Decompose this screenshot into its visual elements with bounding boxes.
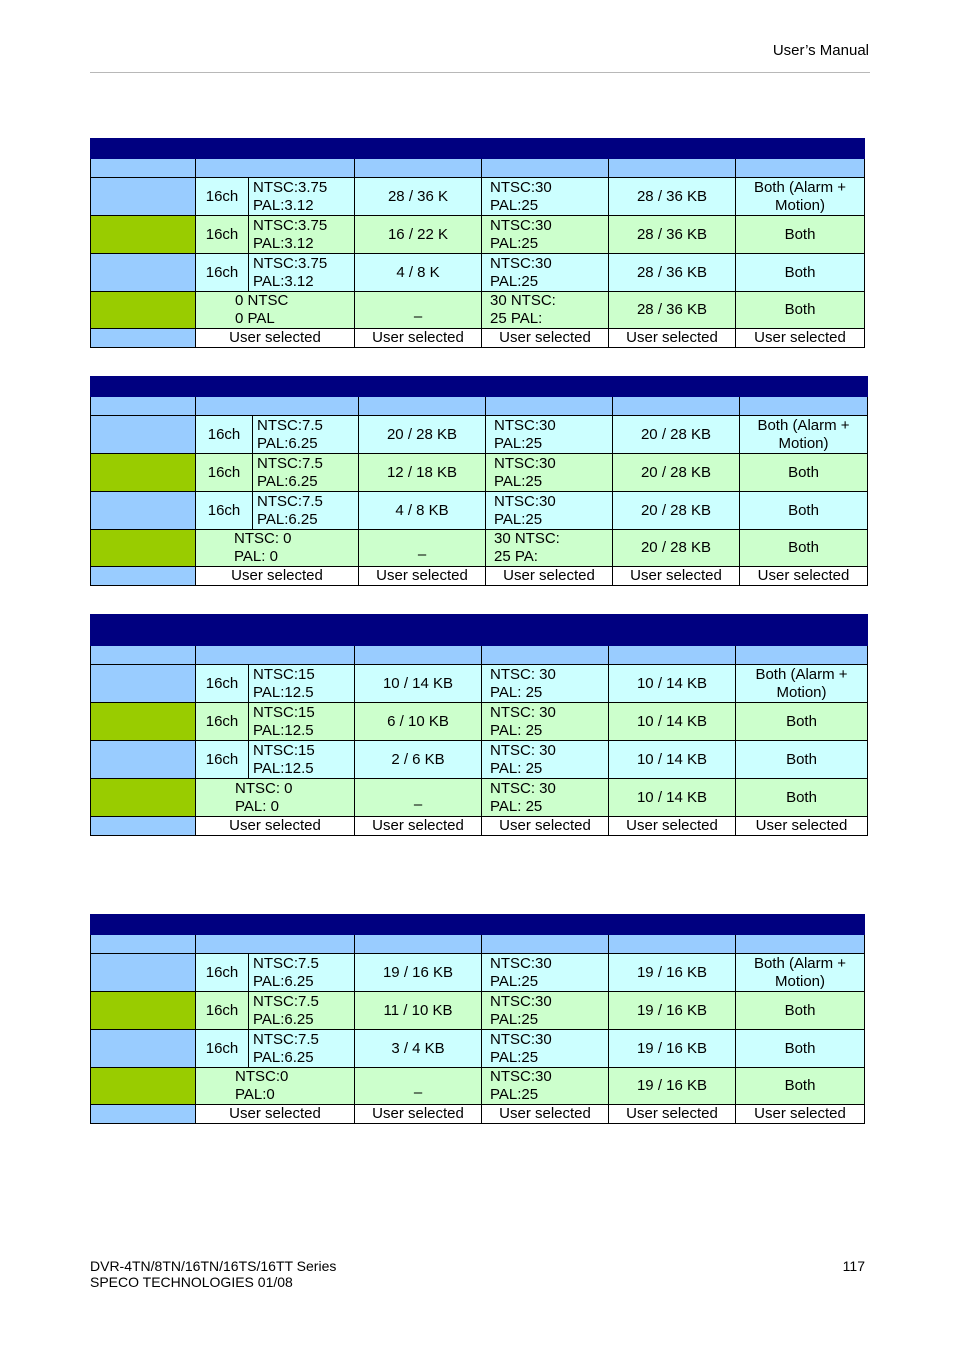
event-rate-cell: NTSC:30 PAL:25 [482,954,609,992]
record-rate-cell: NTSC:7.5 PAL:6.25 [249,1030,355,1068]
size-cell: 11 / 10 KB [355,992,482,1030]
event-size-cell: 10 / 14 KB [609,741,736,779]
event-size-cell: 20 / 28 KB [613,416,740,454]
user-cell: User selected [609,1105,736,1124]
row-label [91,779,196,817]
footer-product-line: DVR-4TN/8TN/16TN/16TS/16TT Series [90,1258,337,1274]
table-row [91,530,868,567]
mode-cell: Both (Alarm + Motion) [736,178,865,216]
table-row [91,1105,865,1124]
header-title: User’s Manual [772,42,869,59]
row-label [91,292,196,329]
table-row [91,254,865,292]
record-rate-cell: NTSC:15 PAL:12.5 [249,665,355,703]
event-rate-cell: NTSC: 30 PAL: 25 [482,665,609,703]
event-rate-cell: 30 NTSC: 25 PAL: [482,292,609,329]
user-cell: User selected [355,329,482,348]
mode-cell: Both [736,254,865,292]
table-row [91,1068,865,1105]
mode-cell: Both [736,741,868,779]
table-row [91,665,868,703]
user-cell: User selected [482,329,609,348]
user-cell: User selected [736,1105,865,1124]
footer-left [90,1258,336,1290]
mode-cell: Both [736,1068,865,1105]
user-cell: User selected [482,817,609,836]
user-cell: User selected [196,817,355,836]
recording-table-4 [90,914,865,1124]
event-rate-cell: NTSC: 30 PAL: 25 [482,741,609,779]
event-size-cell: 10 / 14 KB [609,665,736,703]
size-cell: 10 / 14 KB [355,665,482,703]
table-title-bar [91,615,868,646]
row-label [91,254,196,292]
channel-cell: 16ch [196,741,249,779]
record-rate-cell: NTSC:7.5 PAL:6.25 [253,416,359,454]
channel-cell: 16ch [196,492,253,530]
record-rate-cell: NTSC:7.5 PAL:6.25 [253,492,359,530]
record-rate-cell: NTSC: 0 PAL: 0 [196,530,359,567]
table-row [91,817,868,836]
footer-company-line: SPECO TECHNOLOGIES 01/08 [90,1274,293,1290]
record-rate-cell: NTSC:15 PAL:12.5 [249,703,355,741]
table-row [91,292,865,329]
record-rate-cell: NTSC: 0 PAL: 0 [196,779,355,817]
event-size-cell: 10 / 14 KB [609,703,736,741]
size-cell: 4 / 8 KB [359,492,486,530]
mode-cell: Both [740,492,868,530]
event-size-cell: 28 / 36 KB [609,254,736,292]
page-number: 117 [842,1258,865,1274]
row-label [91,1105,196,1124]
size-cell: – [355,1068,482,1105]
record-rate-cell: NTSC:7.5 PAL:6.25 [249,992,355,1030]
table-header-row [91,935,865,954]
mode-cell: Both [736,703,868,741]
row-label [91,454,196,492]
user-cell: User selected [355,817,482,836]
channel-cell: 16ch [196,178,249,216]
event-rate-cell: NTSC:30 PAL:25 [482,254,609,292]
record-rate-cell: NTSC:7.5 PAL:6.25 [249,954,355,992]
recording-table-1 [90,138,865,348]
record-rate-cell: NTSC:0 PAL:0 [196,1068,355,1105]
size-cell: 2 / 6 KB [355,741,482,779]
event-rate-cell: NTSC:30 PAL:25 [486,492,613,530]
mode-cell: Both [740,454,868,492]
table-row [91,454,868,492]
mode-cell: Both [736,992,865,1030]
mode-cell: Both [736,292,865,329]
size-cell: 16 / 22 K [355,216,482,254]
mode-cell: Both [740,530,868,567]
user-cell: User selected [355,1105,482,1124]
table-row [91,954,865,992]
table-row [91,1030,865,1068]
table-row [91,779,868,817]
event-rate-cell: NTSC:30 PAL:25 [482,178,609,216]
user-cell: User selected [740,567,868,586]
table-row [91,178,865,216]
event-size-cell: 28 / 36 KB [609,178,736,216]
event-size-cell: 20 / 28 KB [613,454,740,492]
row-label [91,567,196,586]
event-rate-cell: NTSC:30 PAL:25 [482,1030,609,1068]
mode-cell: Both (Alarm + Motion) [736,665,868,703]
channel-cell: 16ch [196,703,249,741]
event-rate-cell: NTSC:30 PAL:25 [482,216,609,254]
row-label [91,992,196,1030]
user-cell: User selected [482,1105,609,1124]
record-rate-cell: NTSC:3.75 PAL:3.12 [249,254,355,292]
row-label [91,1068,196,1105]
user-cell: User selected [196,567,359,586]
row-label [91,817,196,836]
row-label [91,741,196,779]
channel-cell: 16ch [196,992,249,1030]
channel-cell: 16ch [196,254,249,292]
row-label [91,954,196,992]
table-header-row [91,646,868,665]
recording-table-2 [90,376,868,586]
event-size-cell: 20 / 28 KB [613,492,740,530]
row-label [91,665,196,703]
event-size-cell: 19 / 16 KB [609,992,736,1030]
event-size-cell: 10 / 14 KB [609,779,736,817]
user-cell: User selected [736,329,865,348]
size-cell: 4 / 8 K [355,254,482,292]
channel-cell: 16ch [196,454,253,492]
event-size-cell: 20 / 28 KB [613,530,740,567]
event-rate-cell: 30 NTSC: 25 PA: [486,530,613,567]
table-row [91,703,868,741]
table-row [91,567,868,586]
user-cell: User selected [609,817,736,836]
user-cell: User selected [196,1105,355,1124]
mode-cell: Both [736,1030,865,1068]
size-cell: – [359,530,486,567]
mode-cell: Both [736,216,865,254]
user-cell: User selected [359,567,486,586]
row-label [91,530,196,567]
table-header-row [91,159,865,178]
mode-cell: Both (Alarm + Motion) [740,416,868,454]
event-rate-cell: NTSC:30 PAL:25 [482,1068,609,1105]
user-cell: User selected [613,567,740,586]
user-cell: User selected [609,329,736,348]
size-cell: 20 / 28 KB [359,416,486,454]
event-size-cell: 28 / 36 KB [609,216,736,254]
table-header-row [91,397,868,416]
event-size-cell: 19 / 16 KB [609,1030,736,1068]
channel-cell: 16ch [196,1030,249,1068]
row-label [91,703,196,741]
event-rate-cell: NTSC: 30 PAL: 25 [482,779,609,817]
record-rate-cell: NTSC:15 PAL:12.5 [249,741,355,779]
table-row [91,492,868,530]
record-rate-cell: NTSC:3.75 PAL:3.12 [249,178,355,216]
table-row [91,329,865,348]
event-rate-cell: NTSC: 30 PAL: 25 [482,703,609,741]
channel-cell: 16ch [196,954,249,992]
row-label [91,329,196,348]
row-label [91,1030,196,1068]
event-rate-cell: NTSC:30 PAL:25 [486,416,613,454]
table-row [91,741,868,779]
row-label [91,492,196,530]
size-cell: 12 / 18 KB [359,454,486,492]
user-cell: User selected [736,817,868,836]
table-title-bar [91,139,865,159]
channel-cell: 16ch [196,416,253,454]
event-size-cell: 19 / 16 KB [609,954,736,992]
channel-cell: 16ch [196,665,249,703]
channel-cell: 16ch [196,216,249,254]
table-title-bar [91,915,865,935]
record-rate-cell: 0 NTSC 0 PAL [196,292,355,329]
row-label [91,416,196,454]
table-title-bar [91,377,868,397]
event-rate-cell: NTSC:30 PAL:25 [486,454,613,492]
table-row [91,216,865,254]
size-cell: 19 / 16 KB [355,954,482,992]
recording-table-3 [90,614,868,836]
size-cell: 28 / 36 K [355,178,482,216]
row-label [91,216,196,254]
event-size-cell: 19 / 16 KB [609,1068,736,1105]
table-row [91,992,865,1030]
record-rate-cell: NTSC:3.75 PAL:3.12 [249,216,355,254]
table-row [91,416,868,454]
row-label [91,178,196,216]
size-cell: – [355,292,482,329]
user-cell: User selected [486,567,613,586]
event-size-cell: 28 / 36 KB [609,292,736,329]
header-rule [90,72,870,73]
mode-cell: Both (Alarm + Motion) [736,954,865,992]
record-rate-cell: NTSC:7.5 PAL:6.25 [253,454,359,492]
user-cell: User selected [196,329,355,348]
size-cell: 6 / 10 KB [355,703,482,741]
event-rate-cell: NTSC:30 PAL:25 [482,992,609,1030]
mode-cell: Both [736,779,868,817]
size-cell: 3 / 4 KB [355,1030,482,1068]
size-cell: – [355,779,482,817]
